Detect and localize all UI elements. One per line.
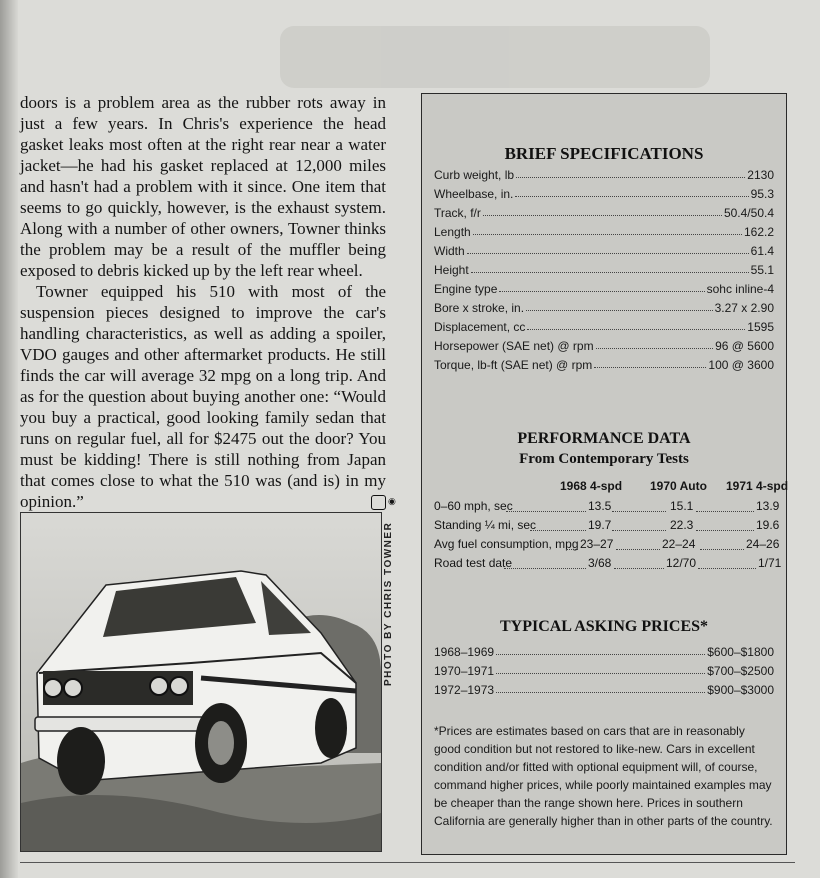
datsun-510-photo-illustration: [21, 513, 381, 851]
article-paragraph: [20, 281, 396, 512]
specs-list: [434, 163, 774, 372]
specifications-sidebar: [421, 93, 787, 855]
spec-row: Horsepower (SAE net) @ rpm 96 @ 5600: [434, 339, 774, 353]
spec-row: Displacement, cc 1595: [434, 320, 774, 334]
performance-column-headers: [434, 479, 789, 495]
spec-row: Width 61.4: [434, 244, 774, 258]
price-row: 1970–1971 $700–$2500: [434, 664, 774, 678]
spec-row: Length 162.2: [434, 225, 774, 239]
specs-title: BRIEF SPECIFICATIONS: [504, 144, 704, 163]
end-of-article-icon: ◉: [371, 495, 386, 510]
spec-row: Engine type sohc inline-4: [434, 282, 774, 296]
spec-row: Curb weight, lb 2130: [434, 168, 774, 182]
performance-row: 0–60 mph, sec 13.5 15.1 13.9: [434, 499, 780, 513]
column-header: 1968 4-spd: [560, 479, 623, 493]
bottom-rule: [20, 862, 795, 863]
column-header: 1970 Auto: [650, 479, 707, 493]
performance-title: PERFORMANCE DATA: [517, 430, 691, 447]
performance-row: Road test date 3/68 12/70 1/71: [434, 556, 782, 570]
spec-row: Wheelbase, in. 95.3: [434, 187, 774, 201]
article-paragraph: doors is a problem area as the rubber rots away in just a few years. In Chris's experience the head gasket leaks most often at the right rear near a water jacket—he had his gasket replaced at 12,000 miles and hasn't had a problem with it since. One item that seems to go quickly, however, is the exhaust system. Along with a number of other owners, Towner thinks the problem may be a result of the muffler being exposed to debris kicked up by the left rear wheel.: [20, 93, 386, 280]
price-row: 1968–1969 $600–$1800: [434, 645, 774, 659]
spec-row: Torque, lb-ft (SAE net) @ rpm 100 @ 3600: [434, 358, 774, 372]
prices-footnote: *Prices are estimates based on cars that are in reasonably good condition but not restored to like-new. Cars in excellent condition and/or fitted with optional equipment will, of course, command higher prices, while poorly maintained examples may be cheaper than the range shown here. Prices in southern California are generally higher than in other parts of the country.: [434, 724, 773, 828]
spec-row: Height 55.1: [434, 263, 774, 277]
car-photo: [20, 512, 382, 852]
article-text: [20, 92, 396, 512]
column-header: 1971 4-spd: [726, 479, 789, 493]
page-edge-shadow: [0, 0, 18, 878]
show-through-banner: [280, 26, 710, 88]
article-paragraph-text: Towner equipped his 510 with most of the suspension pieces designed to improve the car's handling characteristics, as well as adding a spoiler, VDO gauges and other aftermarket products. He still finds the car will average 32 mpg on a long trip. And as for the question about buying another one: “Would you buy a practical, good looking family sedan that runs on regular fuel, all for $2475 out the door? You must be kidding! There is still nothing from Japan that comes close to what the 510 was (and is) in my opinion.”: [20, 282, 386, 511]
spec-row: Bore x stroke, in. 3.27 x 2.90: [434, 301, 774, 315]
performance-row: Avg fuel consumption, mpg 23–27 22–24 24–26: [434, 537, 780, 551]
price-row: 1972–1973 $900–$3000: [434, 683, 774, 697]
photo-credit: PHOTO BY CHRIS TOWNER: [383, 521, 394, 686]
prices-list: [434, 640, 774, 697]
prices-title: TYPICAL ASKING PRICES*: [499, 618, 709, 635]
spec-row: Track, f/r 50.4/50.4: [434, 206, 774, 220]
performance-subtitle: From Contemporary Tests: [519, 451, 689, 467]
performance-row: Standing ¼ mi, sec 19.7 22.3 19.6: [434, 518, 780, 532]
